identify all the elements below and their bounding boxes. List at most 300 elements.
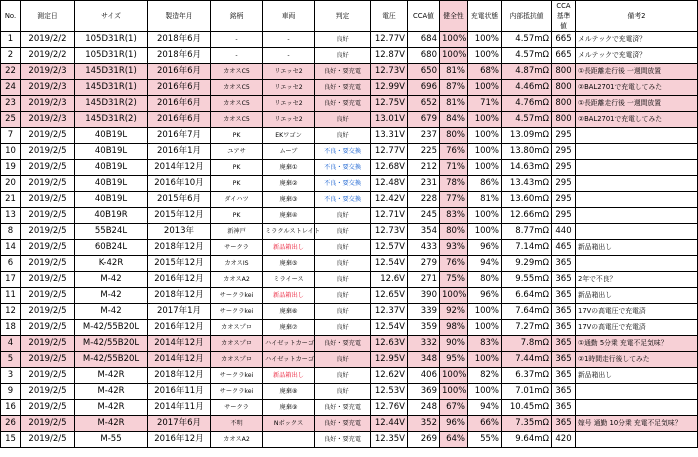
cell-judgement[interactable]: 良好	[315, 112, 371, 128]
cell-brand[interactable]: カオスA2	[211, 432, 263, 448]
cell-judgement[interactable]: 良好・要充電	[315, 416, 371, 432]
header-no[interactable]: No.	[1, 1, 21, 32]
cell-cca[interactable]: 433	[408, 240, 440, 256]
cell-charge[interactable]: 100%	[468, 352, 502, 368]
cell-date[interactable]: 2019/2/5	[21, 320, 75, 336]
cell-judgement[interactable]: 不良・要交換	[315, 144, 371, 160]
cell-remarks[interactable]: メルテックで充電済？	[576, 32, 698, 48]
cell-cca-std[interactable]: 295	[552, 176, 576, 192]
cell-voltage[interactable]: 12.44V	[371, 416, 408, 432]
cell-no[interactable]: 15	[1, 432, 21, 448]
cell-size[interactable]: 145D31R(1)	[75, 80, 148, 96]
cell-resistance[interactable]: 7.44mΩ	[502, 352, 552, 368]
cell-charge[interactable]: 81%	[468, 192, 502, 208]
cell-cca-std[interactable]: 365	[552, 336, 576, 352]
cell-health[interactable]: 98%	[440, 320, 468, 336]
cell-resistance[interactable]: 13.80mΩ	[502, 144, 552, 160]
cell-charge[interactable]: 100%	[468, 160, 502, 176]
cell-cca-std[interactable]: 365	[552, 384, 576, 400]
cell-no[interactable]: 1	[1, 32, 21, 48]
cell-resistance[interactable]: 7.64mΩ	[502, 304, 552, 320]
cell-vehicle[interactable]: 廃棄④	[263, 208, 315, 224]
cell-cca[interactable]: 212	[408, 160, 440, 176]
cell-health[interactable]: 76%	[440, 256, 468, 272]
cell-voltage[interactable]: 12.77V	[371, 144, 408, 160]
cell-size[interactable]: 40B19L	[75, 176, 148, 192]
cell-size[interactable]: 60B24L	[75, 240, 148, 256]
cell-size[interactable]: M-42	[75, 304, 148, 320]
cell-vehicle[interactable]: 廃棄⑤	[263, 256, 315, 272]
cell-cca-std[interactable]: 365	[552, 416, 576, 432]
cell-date[interactable]: 2019/2/5	[21, 400, 75, 416]
cell-voltage[interactable]: 12.62V	[371, 368, 408, 384]
cell-cca[interactable]: 271	[408, 272, 440, 288]
cell-date[interactable]: 2019/2/2	[21, 32, 75, 48]
cell-voltage[interactable]: 12.87V	[371, 48, 408, 64]
header-date[interactable]: 測定日	[21, 1, 75, 32]
cell-voltage[interactable]: 12.37V	[371, 304, 408, 320]
cell-resistance[interactable]: 8.77mΩ	[502, 224, 552, 240]
cell-charge[interactable]: 100%	[468, 112, 502, 128]
header-health[interactable]: 健全性	[440, 1, 468, 32]
cell-cca[interactable]: 652	[408, 96, 440, 112]
cell-cca-std[interactable]: 295	[552, 144, 576, 160]
cell-remarks[interactable]	[576, 128, 698, 144]
cell-health[interactable]: 81%	[440, 64, 468, 80]
cell-mfg[interactable]: 2018年12月	[148, 288, 211, 304]
cell-mfg[interactable]: 2015年12月	[148, 208, 211, 224]
cell-cca[interactable]: 231	[408, 176, 440, 192]
cell-cca-std[interactable]: 365	[552, 256, 576, 272]
cell-no[interactable]: 10	[1, 144, 21, 160]
cell-no[interactable]: 13	[1, 208, 21, 224]
cell-brand[interactable]: 新神戸	[211, 224, 263, 240]
cell-resistance[interactable]: 6.64mΩ	[502, 288, 552, 304]
cell-cca-std[interactable]: 295	[552, 128, 576, 144]
cell-resistance[interactable]: 7.14mΩ	[502, 240, 552, 256]
cell-resistance[interactable]: 9.64mΩ	[502, 432, 552, 448]
cell-cca-std[interactable]: 465	[552, 240, 576, 256]
cell-brand[interactable]: カオスA2	[211, 272, 263, 288]
cell-no[interactable]: 23	[1, 96, 21, 112]
cell-judgement[interactable]: 不良・要交換	[315, 192, 371, 208]
cell-date[interactable]: 2019/2/5	[21, 352, 75, 368]
cell-mfg[interactable]: 2016年1月	[148, 144, 211, 160]
cell-brand[interactable]: サークラ	[211, 400, 263, 416]
cell-voltage[interactable]: 12.73V	[371, 224, 408, 240]
cell-charge[interactable]: 71%	[468, 96, 502, 112]
cell-mfg[interactable]: 2015年6月	[148, 192, 211, 208]
cell-no[interactable]: 6	[1, 256, 21, 272]
cell-voltage[interactable]: 12.75V	[371, 96, 408, 112]
cell-vehicle[interactable]: -	[263, 32, 315, 48]
cell-mfg[interactable]: 2016年6月	[148, 80, 211, 96]
cell-resistance[interactable]: 7.01mΩ	[502, 384, 552, 400]
cell-health[interactable]: 96%	[440, 416, 468, 432]
cell-size[interactable]: M-55	[75, 432, 148, 448]
cell-resistance[interactable]: 4.57mΩ	[502, 112, 552, 128]
cell-health[interactable]: 80%	[440, 128, 468, 144]
cell-cca-std[interactable]: 365	[552, 288, 576, 304]
cell-resistance[interactable]: 9.29mΩ	[502, 256, 552, 272]
cell-date[interactable]: 2019/2/5	[21, 224, 75, 240]
cell-mfg[interactable]: 2018年6月	[148, 48, 211, 64]
cell-charge[interactable]: 100%	[468, 144, 502, 160]
cell-health[interactable]: 67%	[440, 400, 468, 416]
cell-vehicle[interactable]: リエッセ2	[263, 64, 315, 80]
cell-no[interactable]: 5	[1, 352, 21, 368]
cell-size[interactable]: 55B24L	[75, 224, 148, 240]
cell-no[interactable]: 14	[1, 240, 21, 256]
cell-brand[interactable]: カオスC5	[211, 112, 263, 128]
cell-judgement[interactable]: 良好・要充電	[315, 432, 371, 448]
cell-cca-std[interactable]: 365	[552, 368, 576, 384]
cell-cca[interactable]: 237	[408, 128, 440, 144]
cell-cca[interactable]: 679	[408, 112, 440, 128]
cell-health[interactable]: 83%	[440, 208, 468, 224]
cell-cca[interactable]: 339	[408, 304, 440, 320]
cell-vehicle[interactable]: 廃棄⑧	[263, 384, 315, 400]
cell-health[interactable]: 92%	[440, 304, 468, 320]
cell-cca[interactable]: 225	[408, 144, 440, 160]
cell-judgement[interactable]: 良好	[315, 48, 371, 64]
cell-cca-std[interactable]: 665	[552, 48, 576, 64]
header-brand[interactable]: 銘柄	[211, 1, 263, 32]
cell-remarks[interactable]: 17Vの高電圧で充電済	[576, 304, 698, 320]
cell-cca[interactable]: 684	[408, 32, 440, 48]
cell-health[interactable]: 80%	[440, 224, 468, 240]
cell-date[interactable]: 2019/2/3	[21, 112, 75, 128]
cell-judgement[interactable]: 良好	[315, 128, 371, 144]
cell-vehicle[interactable]: Nボックス	[263, 416, 315, 432]
cell-resistance[interactable]: 4.87mΩ	[502, 64, 552, 80]
cell-health[interactable]: 76%	[440, 144, 468, 160]
cell-mfg[interactable]: 2016年12月	[148, 272, 211, 288]
cell-resistance[interactable]: 4.46mΩ	[502, 80, 552, 96]
cell-size[interactable]: 40B19L	[75, 144, 148, 160]
cell-health[interactable]: 100%	[440, 288, 468, 304]
cell-size[interactable]: 145D31R(1)	[75, 64, 148, 80]
cell-remarks[interactable]	[576, 160, 698, 176]
cell-size[interactable]: M-42/55B20L	[75, 320, 148, 336]
cell-remarks[interactable]: 新品箱出し	[576, 240, 698, 256]
cell-resistance[interactable]: 4.57mΩ	[502, 32, 552, 48]
cell-remarks[interactable]: ①長距離走行後 一週間放置	[576, 96, 698, 112]
header-size[interactable]: サイズ	[75, 1, 148, 32]
cell-voltage[interactable]: 12.76V	[371, 400, 408, 416]
cell-no[interactable]: 9	[1, 384, 21, 400]
cell-voltage[interactable]: 12.57V	[371, 240, 408, 256]
cell-date[interactable]: 2019/2/5	[21, 288, 75, 304]
cell-remarks[interactable]: ①通勤 5分乗 充電不足気味？	[576, 336, 698, 352]
cell-voltage[interactable]: 12.73V	[371, 64, 408, 80]
cell-resistance[interactable]: 14.63mΩ	[502, 160, 552, 176]
cell-charge[interactable]: 94%	[468, 256, 502, 272]
cell-resistance[interactable]: 6.37mΩ	[502, 368, 552, 384]
cell-no[interactable]: 20	[1, 176, 21, 192]
cell-charge[interactable]: 80%	[468, 272, 502, 288]
cell-cca-std[interactable]: 800	[552, 96, 576, 112]
cell-health[interactable]: 71%	[440, 160, 468, 176]
cell-no[interactable]: 21	[1, 192, 21, 208]
cell-health[interactable]: 95%	[440, 352, 468, 368]
header-cca[interactable]: CCA値	[408, 1, 440, 32]
cell-mfg[interactable]: 2017年6月	[148, 416, 211, 432]
cell-vehicle[interactable]: ハイゼットカーゴ	[263, 352, 315, 368]
cell-no[interactable]: 26	[1, 416, 21, 432]
cell-voltage[interactable]: 13.01V	[371, 112, 408, 128]
cell-no[interactable]: 24	[1, 80, 21, 96]
cell-cca-std[interactable]: 295	[552, 160, 576, 176]
cell-resistance[interactable]: 9.55mΩ	[502, 272, 552, 288]
cell-cca[interactable]: 650	[408, 64, 440, 80]
cell-vehicle[interactable]: 廃棄③	[263, 192, 315, 208]
cell-brand[interactable]: カオスC5	[211, 80, 263, 96]
cell-date[interactable]: 2019/2/3	[21, 64, 75, 80]
cell-judgement[interactable]: 良好	[315, 288, 371, 304]
cell-judgement[interactable]: 良好・要充電	[315, 96, 371, 112]
cell-vehicle[interactable]: 廃棄①	[263, 160, 315, 176]
cell-no[interactable]: 25	[1, 112, 21, 128]
cell-resistance[interactable]: 4.76mΩ	[502, 96, 552, 112]
cell-vehicle[interactable]: ミライース	[263, 272, 315, 288]
cell-health[interactable]: 78%	[440, 176, 468, 192]
cell-remarks[interactable]	[576, 224, 698, 240]
cell-cca-std[interactable]: 365	[552, 352, 576, 368]
cell-cca-std[interactable]: 665	[552, 32, 576, 48]
cell-charge[interactable]: 100%	[468, 208, 502, 224]
cell-brand[interactable]: -	[211, 32, 263, 48]
cell-brand[interactable]: 不明	[211, 416, 263, 432]
cell-date[interactable]: 2019/2/5	[21, 144, 75, 160]
cell-resistance[interactable]: 13.43mΩ	[502, 176, 552, 192]
cell-charge[interactable]: 100%	[468, 304, 502, 320]
cell-brand[interactable]: カオスプロ	[211, 352, 263, 368]
cell-date[interactable]: 2019/2/3	[21, 96, 75, 112]
cell-mfg[interactable]: 2018年12月	[148, 368, 211, 384]
header-vehicle[interactable]: 車両	[263, 1, 315, 32]
cell-date[interactable]: 2019/2/5	[21, 176, 75, 192]
cell-size[interactable]: M-42R	[75, 416, 148, 432]
cell-health[interactable]: 64%	[440, 432, 468, 448]
cell-cca[interactable]: 228	[408, 192, 440, 208]
cell-mfg[interactable]: 2018年12月	[148, 240, 211, 256]
cell-remarks[interactable]: メルテックで充電済？	[576, 48, 698, 64]
cell-no[interactable]: 7	[1, 128, 21, 144]
cell-brand[interactable]: サークラkei	[211, 384, 263, 400]
cell-vehicle[interactable]: リエッセ2	[263, 80, 315, 96]
cell-charge[interactable]: 86%	[468, 176, 502, 192]
cell-cca[interactable]: 359	[408, 320, 440, 336]
cell-charge[interactable]: 96%	[468, 288, 502, 304]
cell-remarks[interactable]	[576, 192, 698, 208]
cell-remarks[interactable]: ②BAL2701で充電してみた	[576, 112, 698, 128]
cell-charge[interactable]: 100%	[468, 224, 502, 240]
cell-size[interactable]: 145D31R(2)	[75, 112, 148, 128]
cell-cca[interactable]: 406	[408, 368, 440, 384]
cell-brand[interactable]: PK	[211, 176, 263, 192]
cell-health[interactable]: 75%	[440, 272, 468, 288]
cell-voltage[interactable]: 12.48V	[371, 176, 408, 192]
cell-no[interactable]: 2	[1, 48, 21, 64]
cell-remarks[interactable]: 2年で不良？	[576, 272, 698, 288]
cell-voltage[interactable]: 12.6V	[371, 272, 408, 288]
cell-voltage[interactable]: 12.35V	[371, 432, 408, 448]
cell-mfg[interactable]: 2016年11月	[148, 384, 211, 400]
cell-cca[interactable]: 352	[408, 416, 440, 432]
cell-resistance[interactable]: 12.66mΩ	[502, 208, 552, 224]
cell-judgement[interactable]: 良好	[315, 304, 371, 320]
cell-cca[interactable]: 680	[408, 48, 440, 64]
cell-voltage[interactable]: 12.54V	[371, 320, 408, 336]
cell-no[interactable]: 11	[1, 288, 21, 304]
cell-vehicle[interactable]: 新品箱出し	[263, 368, 315, 384]
cell-judgement[interactable]: 不良・要交換	[315, 176, 371, 192]
cell-date[interactable]: 2019/2/5	[21, 368, 75, 384]
cell-size[interactable]: 105D31R(1)	[75, 48, 148, 64]
cell-date[interactable]: 2019/2/5	[21, 432, 75, 448]
header-charge[interactable]: 充電状態	[468, 1, 502, 32]
cell-cca[interactable]: 248	[408, 400, 440, 416]
cell-no[interactable]: 17	[1, 272, 21, 288]
cell-size[interactable]: M-42R	[75, 368, 148, 384]
cell-resistance[interactable]: 10.45mΩ	[502, 400, 552, 416]
cell-size[interactable]: 40B19L	[75, 160, 148, 176]
cell-health[interactable]: 100%	[440, 368, 468, 384]
cell-brand[interactable]: PK	[211, 208, 263, 224]
header-remarks[interactable]: 備考2	[576, 1, 698, 32]
header-resistance[interactable]: 内部抵抗値	[502, 1, 552, 32]
cell-cca[interactable]: 390	[408, 288, 440, 304]
cell-date[interactable]: 2019/2/5	[21, 160, 75, 176]
cell-judgement[interactable]: 良好	[315, 272, 371, 288]
cell-charge[interactable]: 94%	[468, 400, 502, 416]
header-mfg[interactable]: 製造年月	[148, 1, 211, 32]
cell-size[interactable]: 40B19L	[75, 192, 148, 208]
cell-judgement[interactable]: 良好	[315, 240, 371, 256]
cell-health[interactable]: 77%	[440, 192, 468, 208]
cell-mfg[interactable]: 2016年12月	[148, 320, 211, 336]
cell-date[interactable]: 2019/2/5	[21, 416, 75, 432]
cell-health[interactable]: 90%	[440, 336, 468, 352]
cell-charge[interactable]: 100%	[468, 80, 502, 96]
cell-vehicle[interactable]: 新品箱出し	[263, 288, 315, 304]
cell-judgement[interactable]: 良好	[315, 384, 371, 400]
cell-vehicle[interactable]: 廃棄⑨	[263, 400, 315, 416]
header-cca-std[interactable]: CCA 基準値	[552, 1, 576, 32]
cell-cca[interactable]: 354	[408, 224, 440, 240]
cell-remarks[interactable]: 嫁号 通勤 10分乗 充電不足気味？	[576, 416, 698, 432]
cell-date[interactable]: 2019/2/5	[21, 240, 75, 256]
cell-cca-std[interactable]: 440	[552, 224, 576, 240]
cell-cca[interactable]: 279	[408, 256, 440, 272]
cell-charge[interactable]: 66%	[468, 416, 502, 432]
cell-judgement[interactable]: 良好	[315, 320, 371, 336]
cell-no[interactable]: 3	[1, 368, 21, 384]
cell-judgement[interactable]: 良好	[315, 208, 371, 224]
cell-brand[interactable]: カオスプロ	[211, 320, 263, 336]
cell-health[interactable]: 100%	[440, 32, 468, 48]
cell-vehicle[interactable]: リエッセ2	[263, 96, 315, 112]
cell-no[interactable]: 19	[1, 160, 21, 176]
cell-remarks[interactable]: 新品箱出し	[576, 288, 698, 304]
cell-cca-std[interactable]: 800	[552, 64, 576, 80]
cell-health[interactable]: 100%	[440, 48, 468, 64]
cell-no[interactable]: 16	[1, 400, 21, 416]
cell-date[interactable]: 2019/2/5	[21, 336, 75, 352]
cell-vehicle[interactable]: EKワゴン	[263, 128, 315, 144]
cell-resistance[interactable]: 7.27mΩ	[502, 320, 552, 336]
cell-brand[interactable]: ユアサ	[211, 144, 263, 160]
cell-voltage[interactable]: 13.31V	[371, 128, 408, 144]
cell-vehicle[interactable]: 新品箱出し	[263, 240, 315, 256]
cell-remarks[interactable]	[576, 208, 698, 224]
cell-charge[interactable]: 100%	[468, 32, 502, 48]
cell-resistance[interactable]: 7.8mΩ	[502, 336, 552, 352]
cell-vehicle[interactable]: 廃棄⑦	[263, 320, 315, 336]
cell-charge[interactable]: 55%	[468, 432, 502, 448]
cell-judgement[interactable]: 良好	[315, 368, 371, 384]
cell-mfg[interactable]: 2014年12月	[148, 160, 211, 176]
cell-vehicle[interactable]: リエッセ2	[263, 112, 315, 128]
cell-judgement[interactable]: 良好・要充電	[315, 64, 371, 80]
cell-judgement[interactable]: 良好・要充電	[315, 80, 371, 96]
cell-cca-std[interactable]: 365	[552, 304, 576, 320]
cell-voltage[interactable]: 12.65V	[371, 288, 408, 304]
cell-cca-std[interactable]: 365	[552, 400, 576, 416]
cell-size[interactable]: M-42/55B20L	[75, 336, 148, 352]
cell-health[interactable]: 100%	[440, 384, 468, 400]
cell-date[interactable]: 2019/2/5	[21, 384, 75, 400]
cell-health[interactable]: 81%	[440, 96, 468, 112]
cell-vehicle[interactable]: 廃棄⑥	[263, 304, 315, 320]
cell-brand[interactable]: サークラkei	[211, 288, 263, 304]
cell-size[interactable]: 145D31R(2)	[75, 96, 148, 112]
cell-remarks[interactable]	[576, 144, 698, 160]
cell-vehicle[interactable]: ミラクルストレイト	[263, 224, 315, 240]
cell-size[interactable]: M-42R	[75, 384, 148, 400]
cell-voltage[interactable]: 12.53V	[371, 384, 408, 400]
cell-brand[interactable]: PK	[211, 160, 263, 176]
cell-voltage[interactable]: 12.71V	[371, 208, 408, 224]
cell-vehicle[interactable]: 廃棄②	[263, 176, 315, 192]
cell-cca-std[interactable]: 420	[552, 432, 576, 448]
cell-brand[interactable]: サークラkei	[211, 304, 263, 320]
cell-remarks[interactable]: ②1時間走行後してみた	[576, 352, 698, 368]
header-voltage[interactable]: 電圧	[371, 1, 408, 32]
cell-brand[interactable]: カオスIS	[211, 256, 263, 272]
cell-cca-std[interactable]: 295	[552, 208, 576, 224]
cell-charge[interactable]: 100%	[468, 48, 502, 64]
cell-vehicle[interactable]: ムーブ	[263, 144, 315, 160]
cell-voltage[interactable]: 12.42V	[371, 192, 408, 208]
cell-resistance[interactable]: 7.35mΩ	[502, 416, 552, 432]
cell-remarks[interactable]: 新品箱出し	[576, 368, 698, 384]
cell-mfg[interactable]: 2016年7月	[148, 128, 211, 144]
cell-health[interactable]: 84%	[440, 112, 468, 128]
cell-mfg[interactable]: 2014年11月	[148, 400, 211, 416]
header-judgement[interactable]: 判定	[315, 1, 371, 32]
cell-cca[interactable]: 269	[408, 432, 440, 448]
cell-brand[interactable]: カオスC5	[211, 96, 263, 112]
cell-brand[interactable]: PK	[211, 128, 263, 144]
cell-charge[interactable]: 68%	[468, 64, 502, 80]
cell-cca-std[interactable]: 365	[552, 320, 576, 336]
cell-size[interactable]: M-42R	[75, 400, 148, 416]
cell-date[interactable]: 2019/2/5	[21, 304, 75, 320]
cell-brand[interactable]: カオスC5	[211, 64, 263, 80]
cell-no[interactable]: 4	[1, 336, 21, 352]
